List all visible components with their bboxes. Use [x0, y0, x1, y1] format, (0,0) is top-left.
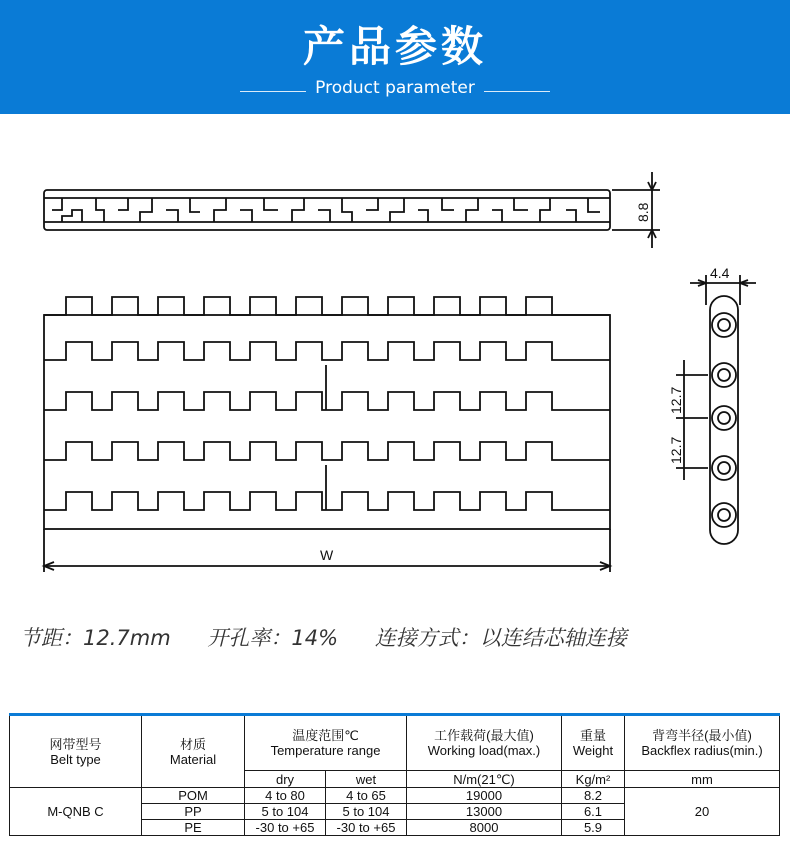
- subheader-load-unit: N/m(21℃): [407, 771, 562, 788]
- cell-wet: 5 to 104: [326, 804, 407, 820]
- cell-weight: 6.1: [562, 804, 625, 820]
- belt-side-profile: [44, 190, 610, 230]
- belt-top-view: [44, 297, 610, 572]
- subheader-weight-unit: Kg/m²: [562, 771, 625, 788]
- subheader-dry: dry: [245, 771, 326, 788]
- spec-pitch: 节距：12.7mm: [20, 626, 171, 650]
- cell-belt-type: M-QNB C: [10, 788, 142, 836]
- table-row: [10, 788, 780, 804]
- cell-material: PE: [142, 820, 245, 836]
- belt-cross-section: [676, 275, 756, 544]
- cell-wet: 4 to 65: [326, 788, 407, 804]
- cell-dry: 5 to 104: [245, 804, 326, 820]
- header-radius: 背弯半径(最小值) Backflex radius(min.): [625, 715, 780, 771]
- header-weight: 重量 Weight: [562, 715, 625, 771]
- cell-weight: 8.2: [562, 788, 625, 804]
- cell-load: 19000: [407, 788, 562, 804]
- subheader-wet: wet: [326, 771, 407, 788]
- header-belt-type: 网带型号 Belt type: [10, 715, 142, 788]
- cell-load: 13000: [407, 804, 562, 820]
- header-load: 工作载荷(最大值) Working load(max.): [407, 715, 562, 771]
- header-banner: [0, 0, 790, 114]
- parameter-table: [9, 713, 780, 836]
- cell-dry: 4 to 80: [245, 788, 326, 804]
- pitch-lower-label: 12.7: [668, 436, 684, 464]
- subheader-radius-unit: mm: [625, 771, 780, 788]
- cell-backflex: 20: [625, 788, 780, 836]
- thickness-label: 8.8: [635, 202, 651, 222]
- pitch-upper-label: 12.7: [668, 386, 684, 414]
- spec-open-area: 开孔率：14%: [207, 626, 339, 650]
- cell-material: PP: [142, 804, 245, 820]
- cell-weight: 5.9: [562, 820, 625, 836]
- page-title: 产品参数: [302, 22, 487, 71]
- spec-connection: 连接方式：以连结芯轴连接: [374, 626, 627, 650]
- cell-wet: -30 to +65: [326, 820, 407, 836]
- header-temperature: 温度范围℃ Temperature range: [245, 715, 407, 771]
- width-dimension-label: 4.4: [710, 265, 730, 281]
- table-header-row: [10, 715, 780, 771]
- header-material: 材质 Material: [142, 715, 245, 788]
- cell-dry: -30 to +65: [245, 820, 326, 836]
- spec-line: [20, 622, 657, 652]
- belt-drawing: [0, 160, 790, 590]
- cell-load: 8000: [407, 820, 562, 836]
- cell-material: POM: [142, 788, 245, 804]
- belt-width-label: W: [320, 547, 334, 563]
- page-subtitle: Product parameter: [315, 78, 475, 98]
